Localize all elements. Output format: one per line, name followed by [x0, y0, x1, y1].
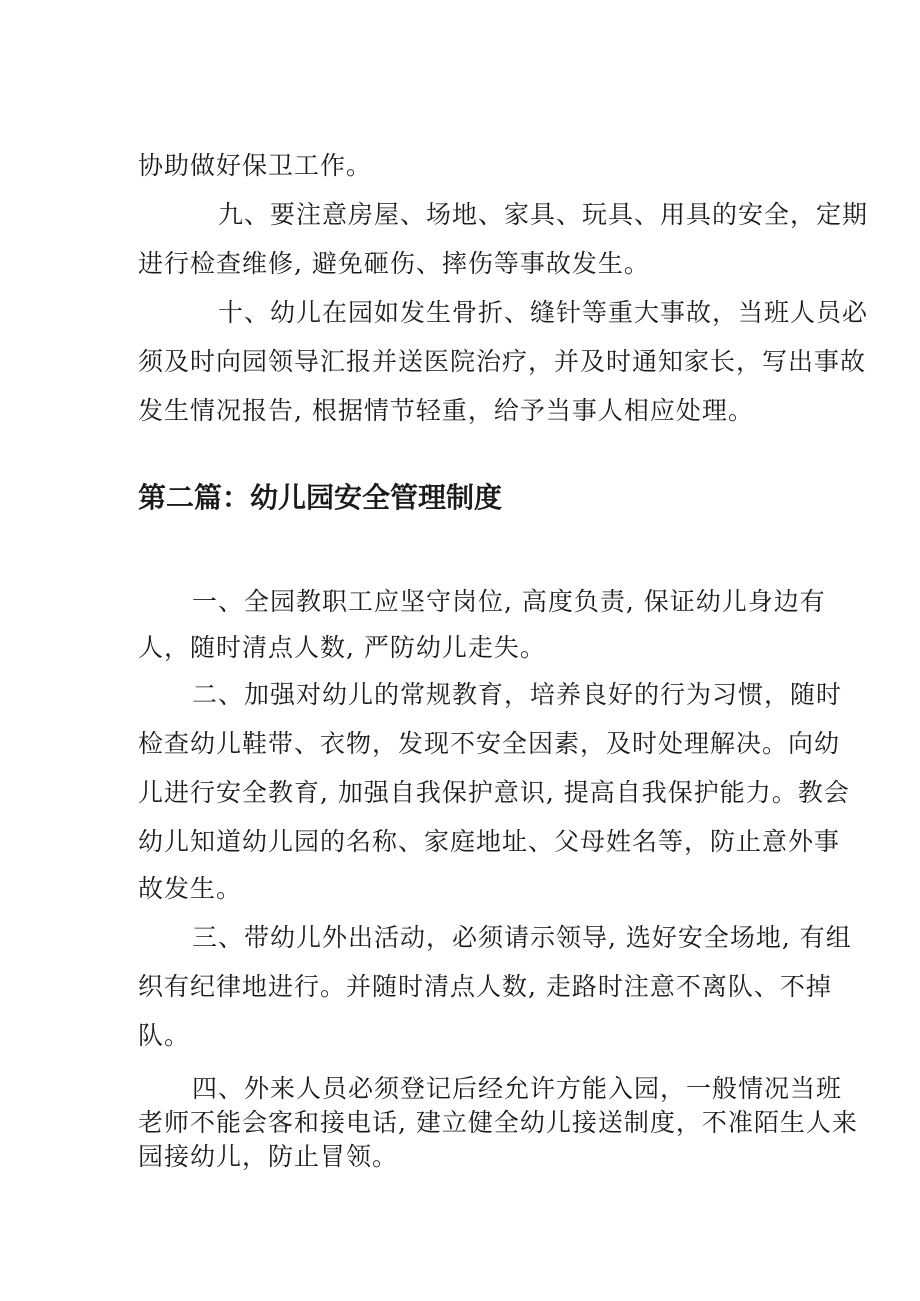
paragraph-line: 进行检查维修, 避免砸伤、摔伤等事故发生。 [138, 249, 650, 278]
paragraph-line: 人，随时清点人数, 严防幼儿走失。 [138, 633, 546, 662]
paragraph-line: 四、外来人员必须登记后经允许方能入园，一般情况当班 [192, 1074, 843, 1103]
paragraph-line: 十、幼儿在园如发生骨折、缝针等重大事故，当班人员必 [218, 298, 869, 327]
paragraph-line: 织有纪律地进行。并随时清点人数, 走路时注意不离队、不掉 [138, 972, 832, 1001]
paragraph-line: 队。 [138, 1021, 191, 1050]
section-heading: 第二篇：幼儿园安全管理制度 [138, 481, 503, 514]
paragraph-line: 老师不能会客和接电话, 建立健全幼儿接送制度，不准陌生人来 [138, 1108, 858, 1137]
paragraph-line: 一、全园教职工应坚守岗位, 高度负责, 保证幼儿身边有 [192, 587, 826, 616]
paragraph-line: 协助做好保卫工作。 [138, 151, 373, 180]
paragraph-line: 检查幼儿鞋带、衣物，发现不安全因素，及时处理解决。向幼 [138, 729, 841, 758]
paragraph-line: 园接幼儿，防止冒领。 [138, 1142, 399, 1171]
paragraph-line: 儿进行安全教育, 加强自我保护意识, 提高自我保护能力。教会 [138, 778, 850, 807]
paragraph-line: 二、加强对幼儿的常规教育，培养良好的行为习惯，随时 [192, 680, 843, 709]
paragraph-line: 发生情况报告, 根据情节轻重，给予当事人相应处理。 [138, 396, 754, 425]
paragraph-line: 须及时向园领导汇报并送医院治疗，并及时通知家长，写出事故 [138, 347, 867, 376]
paragraph-line: 幼儿知道幼儿园的名称、家庭地址、父母姓名等，防止意外事 [138, 827, 841, 856]
paragraph-line: 三、带幼儿外出活动，必须请示领导, 选好安全场地, 有组 [192, 923, 852, 952]
paragraph-line: 九、要注意房屋、场地、家具、玩具、用具的安全，定期 [218, 200, 869, 229]
paragraph-line: 故发生。 [138, 874, 243, 903]
